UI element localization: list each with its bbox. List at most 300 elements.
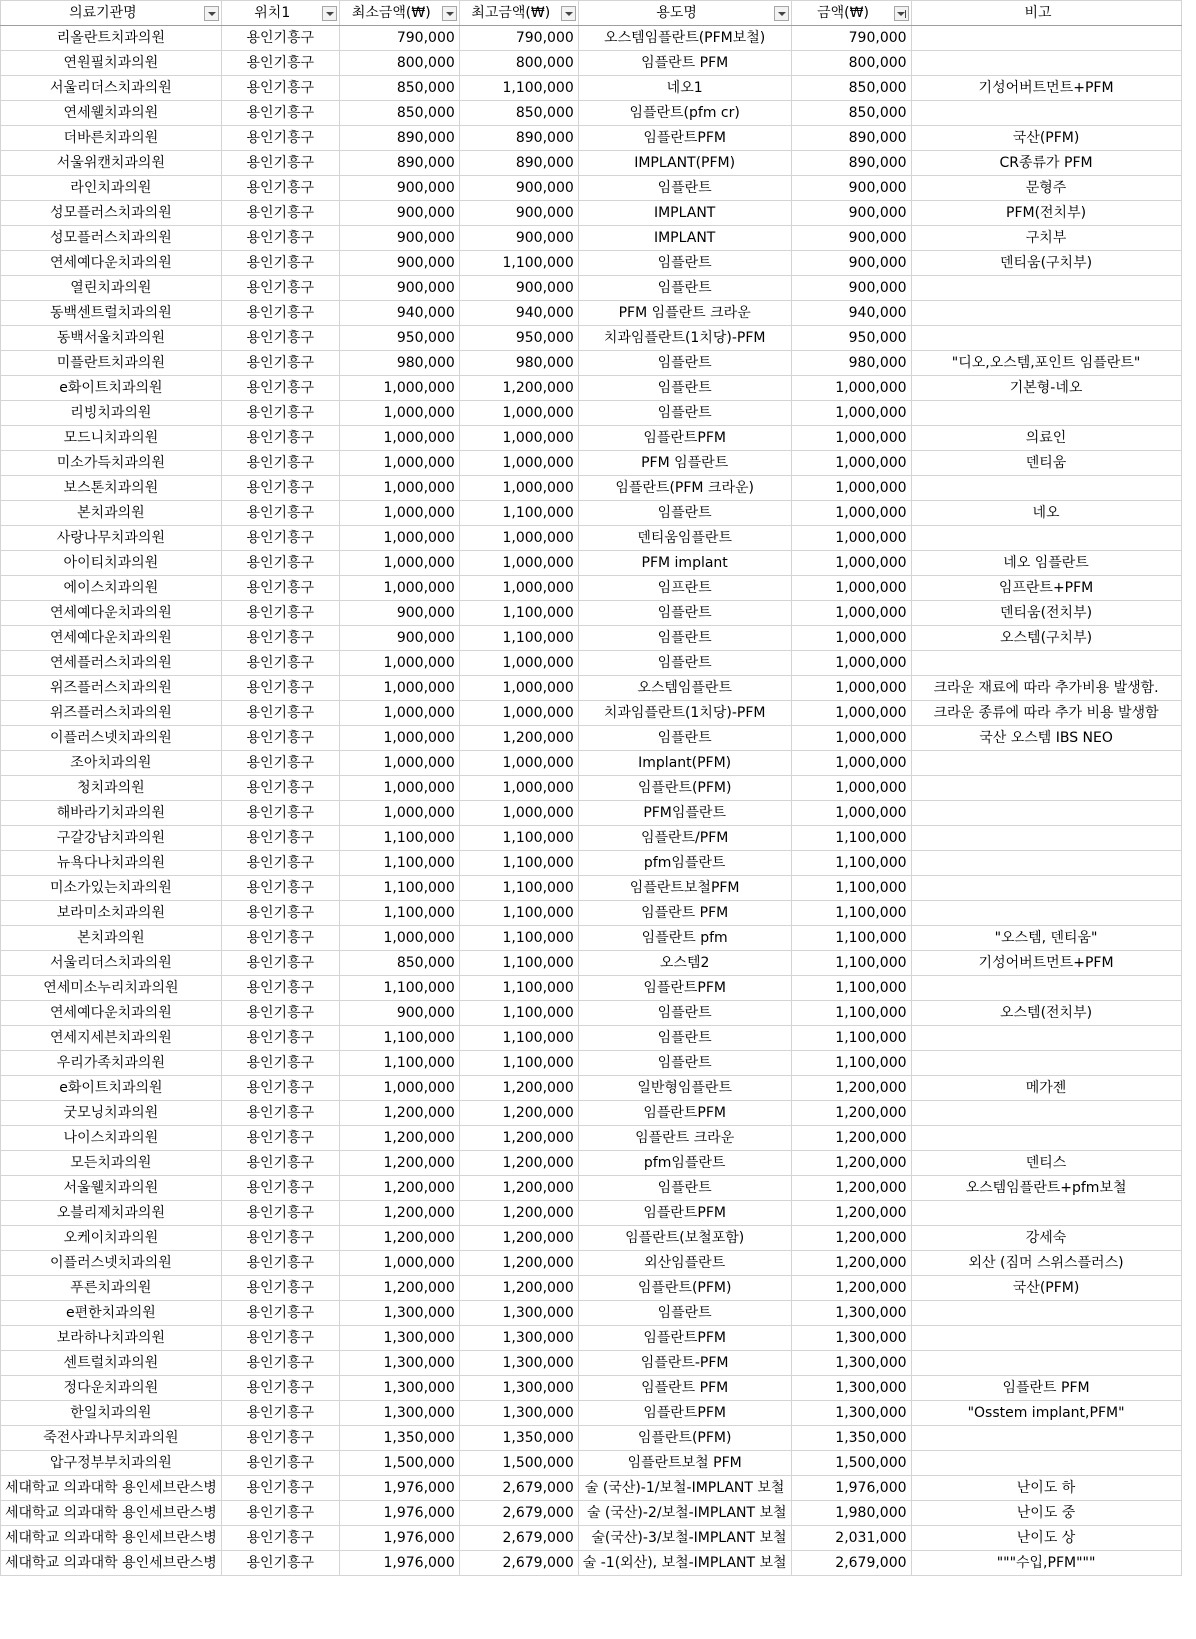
cell-remarks[interactable] [911,1301,1181,1326]
cell-max-amount[interactable]: 1,350,000 [459,1426,578,1451]
cell-min-amount[interactable]: 1,000,000 [339,401,459,426]
cell-institution-name[interactable]: 서울리더스치과의원 [1,951,222,976]
cell-min-amount[interactable]: 1,000,000 [339,776,459,801]
cell-usage-name[interactable]: IMPLANT(PFM) [578,151,791,176]
cell-location[interactable]: 용인기흥구 [221,1151,339,1176]
filter-dropdown-icon[interactable] [204,6,219,21]
cell-min-amount[interactable]: 1,100,000 [339,876,459,901]
cell-remarks[interactable] [911,301,1181,326]
cell-max-amount[interactable]: 1,000,000 [459,651,578,676]
cell-location[interactable]: 용인기흥구 [221,551,339,576]
cell-min-amount[interactable]: 900,000 [339,601,459,626]
cell-max-amount[interactable]: 1,000,000 [459,426,578,451]
cell-usage-name[interactable]: 임플란트-PFM [578,1351,791,1376]
cell-usage-name[interactable]: 임플란트 [578,376,791,401]
cell-usage-name[interactable]: 임플란트 [578,1301,791,1326]
cell-remarks[interactable] [911,1351,1181,1376]
cell-max-amount[interactable]: 1,100,000 [459,1051,578,1076]
cell-remarks[interactable] [911,976,1181,1001]
filter-dropdown-icon[interactable] [322,6,337,21]
cell-max-amount[interactable]: 1,100,000 [459,901,578,926]
cell-usage-name[interactable]: 외산임플란트 [578,1251,791,1276]
cell-min-amount[interactable]: 1,300,000 [339,1301,459,1326]
cell-amount[interactable]: 900,000 [791,201,911,226]
cell-amount[interactable]: 900,000 [791,226,911,251]
cell-institution-name[interactable]: 성모플러스치과의원 [1,201,222,226]
cell-usage-name[interactable]: 치과임플란트(1치당)-PFM [578,701,791,726]
cell-max-amount[interactable]: 1,000,000 [459,576,578,601]
cell-usage-name[interactable]: 임플란트 PFM [578,51,791,76]
cell-institution-name[interactable]: 리빙치과의원 [1,401,222,426]
cell-min-amount[interactable]: 790,000 [339,26,459,51]
cell-amount[interactable]: 1,200,000 [791,1201,911,1226]
cell-max-amount[interactable]: 1,200,000 [459,1126,578,1151]
cell-min-amount[interactable]: 800,000 [339,51,459,76]
cell-max-amount[interactable]: 1,200,000 [459,1076,578,1101]
cell-remarks[interactable]: 기본형-네오 [911,376,1181,401]
cell-remarks[interactable] [911,1101,1181,1126]
cell-remarks[interactable]: 네오 [911,501,1181,526]
cell-location[interactable]: 용인기흥구 [221,801,339,826]
cell-usage-name[interactable]: 임플란트PFM [578,1401,791,1426]
cell-max-amount[interactable]: 1,000,000 [459,776,578,801]
cell-location[interactable]: 용인기흥구 [221,526,339,551]
cell-amount[interactable]: 1,100,000 [791,1051,911,1076]
cell-location[interactable]: 용인기흥구 [221,651,339,676]
cell-amount[interactable]: 1,300,000 [791,1376,911,1401]
cell-min-amount[interactable]: 1,100,000 [339,1051,459,1076]
cell-institution-name[interactable]: 세대학교 의과대학 용인세브란스병 [1,1476,222,1501]
cell-location[interactable]: 용인기흥구 [221,201,339,226]
cell-institution-name[interactable]: 우리가족치과의원 [1,1051,222,1076]
cell-min-amount[interactable]: 1,000,000 [339,751,459,776]
cell-location[interactable]: 용인기흥구 [221,1276,339,1301]
cell-institution-name[interactable]: 세대학교 의과대학 용인세브란스병 [1,1501,222,1526]
cell-remarks[interactable]: 오스템임플란트+pfm보철 [911,1176,1181,1201]
cell-amount[interactable]: 1,100,000 [791,1001,911,1026]
cell-institution-name[interactable]: 위즈플러스치과의원 [1,676,222,701]
cell-min-amount[interactable]: 1,350,000 [339,1426,459,1451]
cell-max-amount[interactable]: 1,100,000 [459,626,578,651]
cell-usage-name[interactable]: 오스템임플란트(PFM보철) [578,26,791,51]
cell-max-amount[interactable]: 1,000,000 [459,476,578,501]
cell-min-amount[interactable]: 1,000,000 [339,426,459,451]
cell-min-amount[interactable]: 1,000,000 [339,926,459,951]
cell-institution-name[interactable]: 오블리제치과의원 [1,1201,222,1226]
cell-remarks[interactable] [911,51,1181,76]
cell-remarks[interactable]: 덴티움(전치부) [911,601,1181,626]
cell-amount[interactable]: 850,000 [791,76,911,101]
cell-max-amount[interactable]: 1,200,000 [459,1226,578,1251]
cell-amount[interactable]: 1,100,000 [791,851,911,876]
cell-remarks[interactable] [911,326,1181,351]
cell-institution-name[interactable]: e편한치과의원 [1,1301,222,1326]
cell-usage-name[interactable]: PFM 임플란트 크라운 [578,301,791,326]
cell-remarks[interactable]: 구치부 [911,226,1181,251]
cell-min-amount[interactable]: 1,000,000 [339,1076,459,1101]
cell-max-amount[interactable]: 940,000 [459,301,578,326]
cell-location[interactable]: 용인기흥구 [221,776,339,801]
cell-location[interactable]: 용인기흥구 [221,1251,339,1276]
cell-institution-name[interactable]: 아이티치과의원 [1,551,222,576]
cell-institution-name[interactable]: 열린치과의원 [1,276,222,301]
cell-remarks[interactable]: "Osstem implant,PFM" [911,1401,1181,1426]
cell-remarks[interactable]: PFM(전치부) [911,201,1181,226]
cell-usage-name[interactable]: 임플란트(보철포함) [578,1226,791,1251]
cell-remarks[interactable]: 난이도 중 [911,1501,1181,1526]
cell-amount[interactable]: 1,200,000 [791,1151,911,1176]
cell-location[interactable]: 용인기흥구 [221,1201,339,1226]
cell-location[interactable]: 용인기흥구 [221,951,339,976]
filter-dropdown-icon[interactable] [561,6,576,21]
cell-max-amount[interactable]: 1,300,000 [459,1301,578,1326]
cell-max-amount[interactable]: 1,100,000 [459,926,578,951]
cell-amount[interactable]: 1,000,000 [791,726,911,751]
cell-max-amount[interactable]: 1,100,000 [459,501,578,526]
cell-institution-name[interactable]: 오케이치과의원 [1,1226,222,1251]
cell-location[interactable]: 용인기흥구 [221,1101,339,1126]
cell-min-amount[interactable]: 1,000,000 [339,651,459,676]
cell-remarks[interactable] [911,901,1181,926]
cell-usage-name[interactable]: 임플란트 [578,726,791,751]
cell-amount[interactable]: 1,000,000 [791,476,911,501]
cell-institution-name[interactable]: 뉴욕다나치과의원 [1,851,222,876]
cell-amount[interactable]: 1,000,000 [791,576,911,601]
cell-min-amount[interactable]: 900,000 [339,626,459,651]
cell-min-amount[interactable]: 1,000,000 [339,726,459,751]
cell-location[interactable]: 용인기흥구 [221,1376,339,1401]
cell-remarks[interactable]: 난이도 상 [911,1526,1181,1551]
cell-remarks[interactable] [911,826,1181,851]
cell-min-amount[interactable]: 1,100,000 [339,826,459,851]
cell-amount[interactable]: 1,100,000 [791,876,911,901]
cell-min-amount[interactable]: 1,300,000 [339,1351,459,1376]
cell-amount[interactable]: 1,100,000 [791,826,911,851]
cell-amount[interactable]: 1,300,000 [791,1401,911,1426]
cell-usage-name[interactable]: 임플란트PFM [578,1101,791,1126]
cell-amount[interactable]: 1,100,000 [791,976,911,1001]
cell-location[interactable]: 용인기흥구 [221,1176,339,1201]
cell-institution-name[interactable]: 보라하나치과의원 [1,1326,222,1351]
cell-location[interactable]: 용인기흥구 [221,1526,339,1551]
cell-min-amount[interactable]: 1,200,000 [339,1201,459,1226]
cell-location[interactable]: 용인기흥구 [221,226,339,251]
cell-location[interactable]: 용인기흥구 [221,1001,339,1026]
cell-amount[interactable]: 1,000,000 [791,501,911,526]
cell-usage-name[interactable]: PFM 임플란트 [578,451,791,476]
cell-amount[interactable]: 1,200,000 [791,1076,911,1101]
cell-amount[interactable]: 1,200,000 [791,1126,911,1151]
cell-amount[interactable]: 1,200,000 [791,1276,911,1301]
cell-location[interactable]: 용인기흥구 [221,876,339,901]
cell-min-amount[interactable]: 1,200,000 [339,1276,459,1301]
cell-min-amount[interactable]: 1,100,000 [339,901,459,926]
cell-institution-name[interactable]: 죽전사과나무치과의원 [1,1426,222,1451]
cell-location[interactable]: 용인기흥구 [221,1076,339,1101]
cell-max-amount[interactable]: 980,000 [459,351,578,376]
cell-min-amount[interactable]: 1,976,000 [339,1501,459,1526]
cell-max-amount[interactable]: 1,200,000 [459,1201,578,1226]
cell-institution-name[interactable]: 본치과의원 [1,501,222,526]
cell-remarks[interactable] [911,1201,1181,1226]
cell-amount[interactable]: 1,100,000 [791,951,911,976]
cell-remarks[interactable]: CR종류가 PFM [911,151,1181,176]
cell-amount[interactable]: 2,679,000 [791,1551,911,1576]
cell-min-amount[interactable]: 1,000,000 [339,801,459,826]
cell-remarks[interactable]: 국산 오스템 IBS NEO [911,726,1181,751]
cell-usage-name[interactable]: 임플란트(PFM 크라운) [578,476,791,501]
cell-max-amount[interactable]: 1,200,000 [459,1176,578,1201]
cell-amount[interactable]: 1,300,000 [791,1351,911,1376]
cell-location[interactable]: 용인기흥구 [221,1501,339,1526]
cell-max-amount[interactable]: 1,000,000 [459,676,578,701]
cell-location[interactable]: 용인기흥구 [221,1401,339,1426]
cell-institution-name[interactable]: 연세웰치과의원 [1,101,222,126]
cell-remarks[interactable] [911,1326,1181,1351]
cell-location[interactable]: 용인기흥구 [221,576,339,601]
cell-institution-name[interactable]: 서울위캔치과의원 [1,151,222,176]
cell-max-amount[interactable]: 1,200,000 [459,1251,578,1276]
cell-min-amount[interactable]: 1,200,000 [339,1126,459,1151]
cell-usage-name[interactable]: 술(국산)-3/보철-IMPLANT 보철 [578,1526,791,1551]
cell-max-amount[interactable]: 1,100,000 [459,876,578,901]
cell-location[interactable]: 용인기흥구 [221,376,339,401]
cell-amount[interactable]: 900,000 [791,251,911,276]
cell-min-amount[interactable]: 1,300,000 [339,1401,459,1426]
cell-location[interactable]: 용인기흥구 [221,1351,339,1376]
cell-amount[interactable]: 1,200,000 [791,1226,911,1251]
cell-amount[interactable]: 1,000,000 [791,551,911,576]
cell-institution-name[interactable]: 조아치과의원 [1,751,222,776]
cell-institution-name[interactable]: 더바른치과의원 [1,126,222,151]
cell-amount[interactable]: 1,000,000 [791,401,911,426]
cell-institution-name[interactable]: 이플러스넷치과의원 [1,726,222,751]
cell-remarks[interactable] [911,26,1181,51]
cell-remarks[interactable]: "디오,오스템,포인트 임플란트" [911,351,1181,376]
cell-min-amount[interactable]: 1,000,000 [339,526,459,551]
cell-location[interactable]: 용인기흥구 [221,1551,339,1576]
cell-max-amount[interactable]: 1,100,000 [459,601,578,626]
cell-min-amount[interactable]: 900,000 [339,226,459,251]
cell-location[interactable]: 용인기흥구 [221,51,339,76]
cell-institution-name[interactable]: 푸른치과의원 [1,1276,222,1301]
cell-max-amount[interactable]: 890,000 [459,151,578,176]
cell-institution-name[interactable]: 라인치과의원 [1,176,222,201]
cell-usage-name[interactable]: pfm임플란트 [578,851,791,876]
cell-min-amount[interactable]: 1,000,000 [339,501,459,526]
cell-amount[interactable]: 1,500,000 [791,1451,911,1476]
cell-remarks[interactable] [911,1451,1181,1476]
cell-min-amount[interactable]: 1,000,000 [339,376,459,401]
cell-min-amount[interactable]: 850,000 [339,951,459,976]
cell-max-amount[interactable]: 1,200,000 [459,726,578,751]
cell-max-amount[interactable]: 790,000 [459,26,578,51]
cell-remarks[interactable]: 덴티움(구치부) [911,251,1181,276]
cell-max-amount[interactable]: 1,000,000 [459,526,578,551]
cell-max-amount[interactable]: 1,100,000 [459,1026,578,1051]
cell-institution-name[interactable]: 위즈플러스치과의원 [1,701,222,726]
cell-min-amount[interactable]: 980,000 [339,351,459,376]
cell-institution-name[interactable]: 청치과의원 [1,776,222,801]
cell-remarks[interactable] [911,1051,1181,1076]
cell-remarks[interactable]: 국산(PFM) [911,126,1181,151]
cell-location[interactable]: 용인기흥구 [221,1476,339,1501]
cell-remarks[interactable] [911,651,1181,676]
cell-institution-name[interactable]: 리올란트치과의원 [1,26,222,51]
cell-amount[interactable]: 890,000 [791,126,911,151]
cell-amount[interactable]: 1,000,000 [791,701,911,726]
cell-min-amount[interactable]: 900,000 [339,176,459,201]
cell-usage-name[interactable]: 술 -1(외산), 보철-IMPLANT 보철 [578,1551,791,1576]
cell-min-amount[interactable]: 1,500,000 [339,1451,459,1476]
cell-usage-name[interactable]: 임플란트PFM [578,426,791,451]
cell-institution-name[interactable]: 연세플러스치과의원 [1,651,222,676]
cell-usage-name[interactable]: PFM implant [578,551,791,576]
cell-location[interactable]: 용인기흥구 [221,601,339,626]
cell-institution-name[interactable]: e화이트치과의원 [1,1076,222,1101]
cell-amount[interactable]: 1,200,000 [791,1176,911,1201]
cell-amount[interactable]: 950,000 [791,326,911,351]
cell-max-amount[interactable]: 1,100,000 [459,826,578,851]
cell-institution-name[interactable]: 본치과의원 [1,926,222,951]
cell-min-amount[interactable]: 1,000,000 [339,1251,459,1276]
cell-usage-name[interactable]: 임플란트PFM [578,976,791,1001]
cell-amount[interactable]: 1,000,000 [791,801,911,826]
cell-institution-name[interactable]: 연세예다운치과의원 [1,251,222,276]
cell-remarks[interactable]: 오스템(구치부) [911,626,1181,651]
cell-location[interactable]: 용인기흥구 [221,1026,339,1051]
cell-amount[interactable]: 1,000,000 [791,451,911,476]
cell-location[interactable]: 용인기흥구 [221,1326,339,1351]
cell-max-amount[interactable]: 900,000 [459,176,578,201]
cell-institution-name[interactable]: 모드니치과의원 [1,426,222,451]
cell-remarks[interactable] [911,751,1181,776]
cell-remarks[interactable]: 외산 (짐머 스위스플러스) [911,1251,1181,1276]
cell-min-amount[interactable]: 1,300,000 [339,1326,459,1351]
cell-remarks[interactable] [911,401,1181,426]
cell-max-amount[interactable]: 2,679,000 [459,1526,578,1551]
cell-amount[interactable]: 850,000 [791,101,911,126]
cell-max-amount[interactable]: 2,679,000 [459,1501,578,1526]
cell-usage-name[interactable]: 임플란트PFM [578,1326,791,1351]
cell-min-amount[interactable]: 1,200,000 [339,1151,459,1176]
cell-max-amount[interactable]: 1,300,000 [459,1376,578,1401]
cell-location[interactable]: 용인기흥구 [221,501,339,526]
cell-amount[interactable]: 1,200,000 [791,1101,911,1126]
cell-location[interactable]: 용인기흥구 [221,826,339,851]
cell-institution-name[interactable]: 센트럴치과의원 [1,1351,222,1376]
cell-location[interactable]: 용인기흥구 [221,701,339,726]
filter-dropdown-icon[interactable] [774,6,789,21]
cell-remarks[interactable]: 의료인 [911,426,1181,451]
cell-amount[interactable]: 980,000 [791,351,911,376]
cell-max-amount[interactable]: 1,100,000 [459,76,578,101]
cell-min-amount[interactable]: 850,000 [339,101,459,126]
cell-amount[interactable]: 1,000,000 [791,376,911,401]
cell-max-amount[interactable]: 900,000 [459,226,578,251]
cell-institution-name[interactable]: 연원필치과의원 [1,51,222,76]
cell-amount[interactable]: 900,000 [791,176,911,201]
cell-remarks[interactable]: 국산(PFM) [911,1276,1181,1301]
cell-location[interactable]: 용인기흥구 [221,26,339,51]
cell-max-amount[interactable]: 2,679,000 [459,1551,578,1576]
cell-min-amount[interactable]: 900,000 [339,276,459,301]
cell-min-amount[interactable]: 1,100,000 [339,851,459,876]
cell-max-amount[interactable]: 1,200,000 [459,1101,578,1126]
cell-remarks[interactable] [911,101,1181,126]
cell-usage-name[interactable]: 임플란트보철 PFM [578,1451,791,1476]
cell-max-amount[interactable]: 800,000 [459,51,578,76]
cell-usage-name[interactable]: 치과임플란트(1치당)-PFM [578,326,791,351]
cell-amount[interactable]: 940,000 [791,301,911,326]
cell-amount[interactable]: 1,000,000 [791,651,911,676]
cell-amount[interactable]: 1,100,000 [791,901,911,926]
cell-min-amount[interactable]: 1,000,000 [339,676,459,701]
cell-location[interactable]: 용인기흥구 [221,1126,339,1151]
cell-location[interactable]: 용인기흥구 [221,626,339,651]
cell-usage-name[interactable]: 임플란트 PFM [578,1376,791,1401]
cell-min-amount[interactable]: 1,000,000 [339,451,459,476]
cell-usage-name[interactable]: 임플란트 [578,351,791,376]
cell-max-amount[interactable]: 1,100,000 [459,251,578,276]
cell-amount[interactable]: 1,980,000 [791,1501,911,1526]
cell-min-amount[interactable]: 940,000 [339,301,459,326]
cell-usage-name[interactable]: 임플란트 [578,601,791,626]
cell-max-amount[interactable]: 1,100,000 [459,851,578,876]
cell-usage-name[interactable]: 임플란트/PFM [578,826,791,851]
cell-institution-name[interactable]: 세대학교 의과대학 용인세브란스병 [1,1551,222,1576]
cell-institution-name[interactable]: 성모플러스치과의원 [1,226,222,251]
cell-max-amount[interactable]: 1,000,000 [459,551,578,576]
cell-min-amount[interactable]: 1,200,000 [339,1226,459,1251]
cell-location[interactable]: 용인기흥구 [221,351,339,376]
cell-amount[interactable]: 1,100,000 [791,926,911,951]
cell-remarks[interactable]: 메가젠 [911,1076,1181,1101]
cell-institution-name[interactable]: 미소가득치과의원 [1,451,222,476]
cell-min-amount[interactable]: 850,000 [339,76,459,101]
cell-max-amount[interactable]: 2,679,000 [459,1476,578,1501]
cell-location[interactable]: 용인기흥구 [221,1301,339,1326]
cell-usage-name[interactable]: 술 (국산)-2/보철-IMPLANT 보철 [578,1501,791,1526]
cell-location[interactable]: 용인기흥구 [221,901,339,926]
cell-location[interactable]: 용인기흥구 [221,851,339,876]
cell-amount[interactable]: 1,976,000 [791,1476,911,1501]
cell-remarks[interactable]: "오스템, 덴티움" [911,926,1181,951]
cell-usage-name[interactable]: Implant(PFM) [578,751,791,776]
cell-remarks[interactable]: 덴티움 [911,451,1181,476]
filter-dropdown-icon[interactable] [442,6,457,21]
cell-usage-name[interactable]: IMPLANT [578,226,791,251]
cell-remarks[interactable]: """수입,PFM""" [911,1551,1181,1576]
cell-min-amount[interactable]: 1,976,000 [339,1526,459,1551]
cell-usage-name[interactable]: 임플란트 pfm [578,926,791,951]
cell-location[interactable]: 용인기흥구 [221,926,339,951]
cell-usage-name[interactable]: 임플란트 [578,1176,791,1201]
cell-amount[interactable]: 1,000,000 [791,751,911,776]
cell-institution-name[interactable]: 연세미소누리치과의원 [1,976,222,1001]
cell-max-amount[interactable]: 1,000,000 [459,751,578,776]
cell-remarks[interactable]: 오스템(전치부) [911,1001,1181,1026]
cell-min-amount[interactable]: 1,000,000 [339,701,459,726]
cell-institution-name[interactable]: 보라미소치과의원 [1,901,222,926]
cell-remarks[interactable] [911,276,1181,301]
cell-min-amount[interactable]: 1,100,000 [339,1026,459,1051]
cell-institution-name[interactable]: 압구정부부치과의원 [1,1451,222,1476]
cell-location[interactable]: 용인기흥구 [221,76,339,101]
cell-location[interactable]: 용인기흥구 [221,726,339,751]
sort-filter-icon[interactable] [894,6,909,21]
cell-usage-name[interactable]: 임플란트(pfm cr) [578,101,791,126]
